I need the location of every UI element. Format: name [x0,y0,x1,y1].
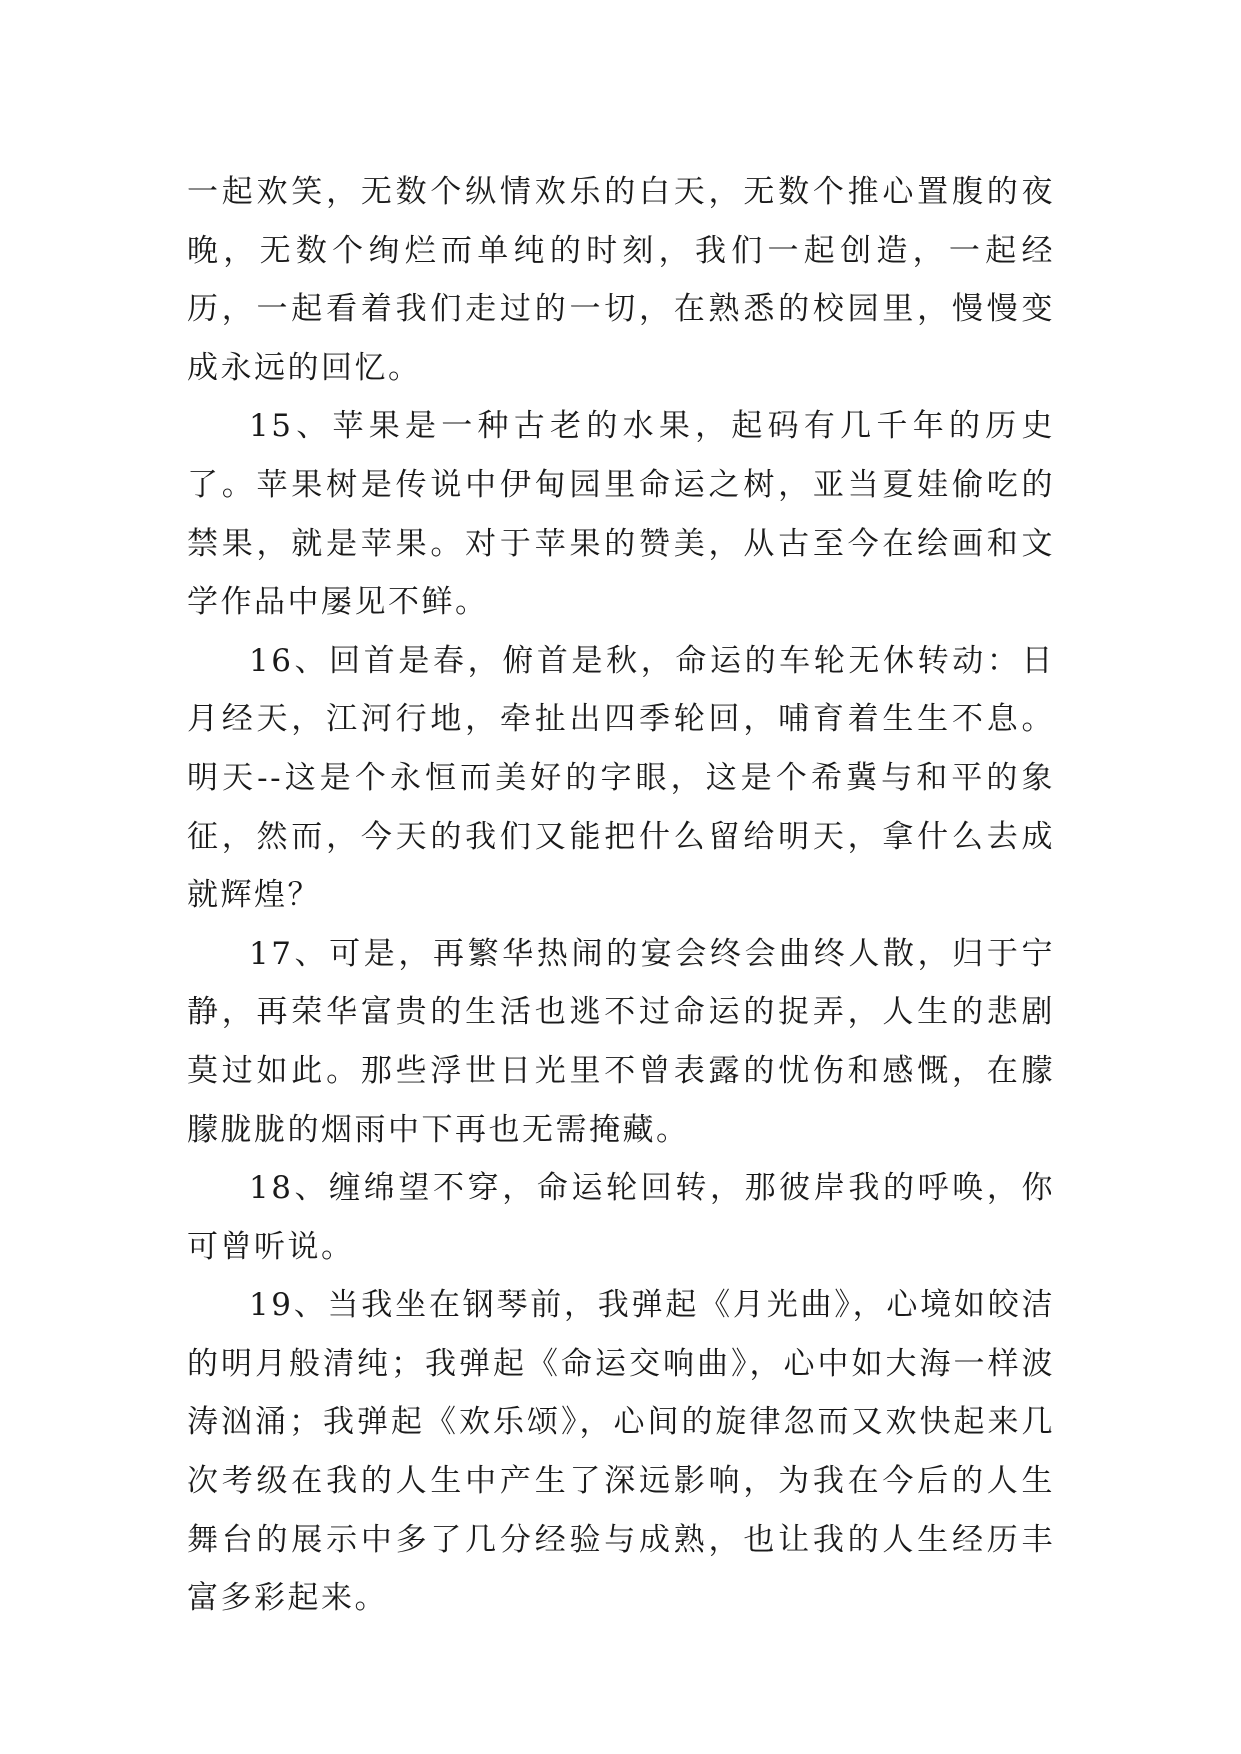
paragraph-19: 19、当我坐在钢琴前，我弹起《月光曲》，心境如皎洁的明月般清纯；我弹起《命运交响曲》，心中如大海一样波涛汹涌；我弹起《欢乐颂》，心间的旋律忽而又欢快起来几次考级在我的人生中产生了深远影响，为我在今后的人生舞台的展示中多了几分经验与成熟，也让我的人生经历丰富多彩起来。 [187,1287,1055,1617]
paragraph-17: 17、可是，再繁华热闹的宴会终会曲终人散，归于宁静，再荣华富贵的生活也逃不过命运的捉弄，人生的悲剧莫过如此。那些浮世日光里不曾表露的忧伤和感慨，在朦朦胧胧的烟雨中下再也无需掩藏。 [187,935,1055,1148]
paragraph-continuation: 一起欢笑，无数个纵情欢乐的白天，无数个推心置腹的夜晚，无数个绚烂而单纯的时刻，我们一起创造，一起经历，一起看着我们走过的一切，在熟悉的校园里，慢慢变成永远的回忆。 [187,174,1055,386]
paragraph-16: 16、回首是春，俯首是秋，命运的车轮无休转动：日月经天，江河行地，牵扯出四季轮回，哺育着生生不息。明天--这是个永恒而美好的字眼，这是个希冀与和平的象征，然而，今天的我们又能把什么留给明天，拿什么去成就辉煌？ [187,642,1055,914]
paragraph-15: 15、苹果是一种古老的水果，起码有几千年的历史了。苹果树是传说中伊甸园里命运之树，亚当夏娃偷吃的禁果，就是苹果。对于苹果的赞美，从古至今在绘画和文学作品中屡见不鲜。 [187,408,1055,621]
paragraph-18: 18、缠绵望不穿，命运轮回转，那彼岸我的呼唤，你可曾听说。 [187,1170,1055,1265]
document-body [187,163,1055,1628]
